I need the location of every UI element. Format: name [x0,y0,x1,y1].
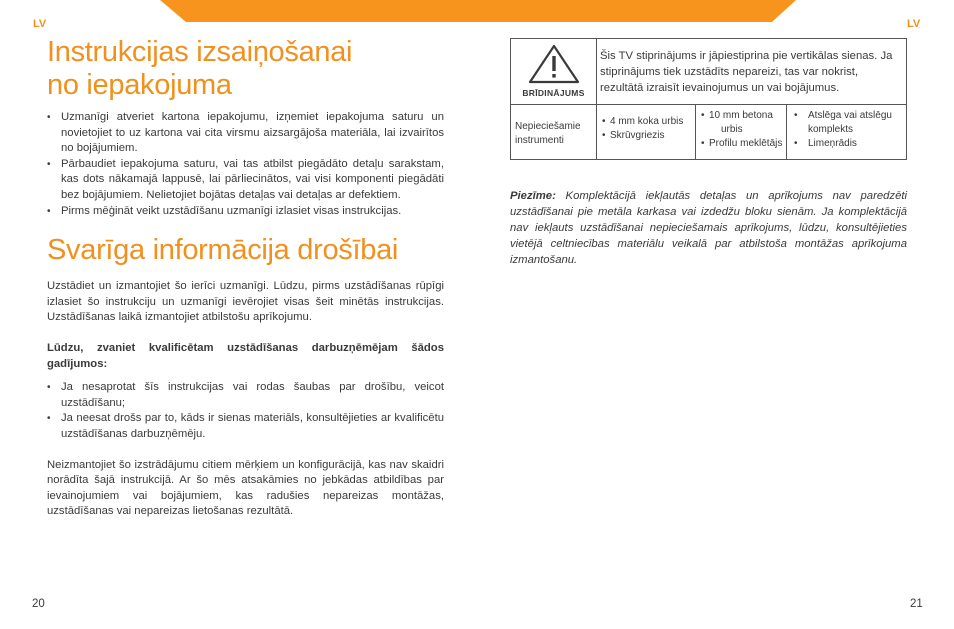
tools-column-1 [597,105,696,159]
tool-item [701,109,783,137]
list-item: • Ja nesaprotat šīs instrukcijas vai rodas šaubas par drošību, veicot uzstādīšanu; [47,380,444,411]
warning-label: BRĪDINĀJUMS [522,88,585,98]
warning-triangle-icon [527,43,581,85]
header-orange-tab [160,0,796,22]
tool-item: • Profilu meklētājs [701,137,783,151]
language-label-right: LV [907,18,921,30]
tools-table [510,105,907,160]
list-item: • Uzmanīgi atveriet kartona iepakojumu, izņemiet iepakojuma saturu un novietojiet to uz kartona vai cita virsmu aizsargājoša materiāla, lai izvairītos no bojājumiem. [47,110,444,157]
tools-column-2 [696,105,787,159]
unpacking-title-line1: Instrukcijas izsaiņošanai [47,36,353,68]
tool-item: • 4 mm koka urbis [602,115,692,129]
tool-item-text-cont: urbis [721,124,743,135]
left-column [47,36,444,520]
unpacking-title [47,36,444,102]
list-item: • Pārbaudiet iepakojuma saturu, vai tas atbilst piegādāto detaļu sarakstam, kas dots nākamajā lappusē, lai pārliecinātos, vai visi komponenti piegādāti bez bojājumiem. Nelietojiet bojātas detaļas vai detaļas ar defektiem. [47,157,444,204]
tools-label: Nepieciešamie instrumenti [511,105,597,159]
safety-title: Svarīga informācija drošībai [47,234,399,267]
tool-item: • Limeņrādis [792,137,903,151]
page-number-left: 20 [32,598,45,610]
note-text: Komplektācijā iekļautās detaļas un aprīkojums nav paredzēti uzstādīšanai pie metāla karkasa vai izdedžu bloku sienām. Ja komplektācijā nav iekļauts uzstādīšanai nepieciešamais aprīkojums, lūdzu, konsultējieties vietējā celtniecības materiālu veikalā par atbilstoša montāžas aprīkojuma izmantošanu. [510,189,907,266]
language-label-left: LV [33,18,47,30]
unpacking-list [47,110,444,219]
note-paragraph [510,188,907,268]
warning-table [510,38,907,105]
list-item: • Pirms mēģināt veikt uzstādīšanu uzmanīgi izlasiet visas instrukcijas. [47,204,444,220]
tools-column-3 [787,105,907,159]
list-item: • Ja neesat drošs par to, kāds ir sienas materiāls, konsultējieties ar kvalificētu uzstādīšanas darbuzņēmēju. [47,411,444,442]
installer-heading: Lūdzu, zvaniet kvalificētam uzstādīšanas darbuzņēmējam šādos gadījumos: [47,341,444,370]
warning-text: Šis TV stiprinājums ir jāpiestiprina pie vertikālas sienas. Ja stiprinājums tiek uzstādīts nepareizi, tas var nokrist, rezultātā izraisīt ievainojumus un vai bojājumus. [597,39,907,105]
page-number-right: 21 [910,598,923,610]
tool-item: • Atslēga vai atslēgu komplekts [792,109,903,137]
disclaimer-paragraph: Neizmantojiet šo izstrādājumu citiem mērķiem un konfigurācijā, kas nav skaidri norādīta šajā instrukcijā. Ar šo mēs atsakāmies no jebkādas atbildības par ievainojumiem vai bojājumiem, kas radušies nepareizas montāžas, uzstādīšanas vai nepareizas lietošanas rezultātā. [47,458,444,518]
warning-icon-cell [511,39,597,105]
tool-item-text: 10 mm betona [709,110,773,121]
note-label: Piezīme: [510,189,556,202]
tool-item: • Skrūvgriezis [602,129,692,143]
right-column [510,38,907,268]
unpacking-title-line2: no iepakojuma [47,69,232,101]
installer-list [47,380,444,442]
safety-paragraph: Uzstādiet un izmantojiet šo ierīci uzmanīgi. Lūdzu, pirms uzstādīšanas rūpīgi izlasiet šo instrukciju un uzmanīgi ievērojiet visas šeit minētās instrukcijas. Uzstādīšanas laikā izmantojiet atbilstošu aprīkojumu. [47,280,444,324]
